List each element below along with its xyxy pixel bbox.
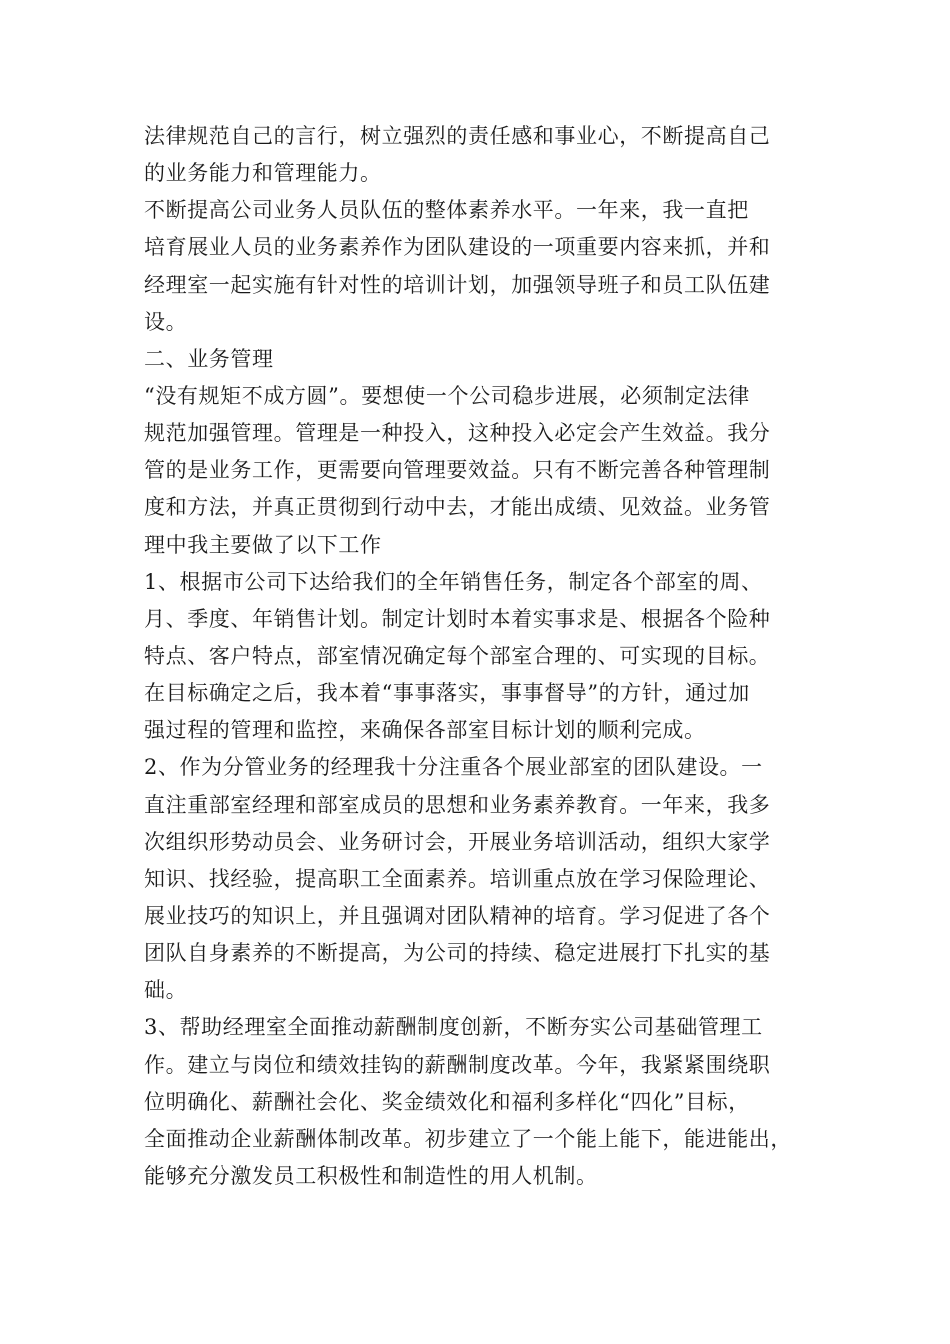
text-line: 法律规范自己的言行，树立强烈的责任感和事业心，不断提高自己 <box>144 124 771 148</box>
text-line: 全面推动企业薪酬体制改革。初步建立了一个能上能下，能进能出， <box>144 1126 792 1151</box>
text-line: 在目标确定之后，我本着“事事落实，事事督导”的方针，通过加 <box>144 681 750 706</box>
text-line: 规范加强管理。管理是一种投入，这种投入必定会产生效益。我分 <box>144 421 771 446</box>
text-line: 次组织形势动员会、业务研讨会，开展业务培训活动，组织大家学 <box>144 829 771 854</box>
text-line: 础。 <box>144 978 188 1003</box>
text-line: 月、季度、年销售计划。制定计划时本着实事求是、根据各个险种 <box>144 606 771 631</box>
text-line: 强过程的管理和监控，来确保各部室目标计划的顺利完成。 <box>144 718 706 743</box>
text-line: “没有规矩不成方圆”。要想使一个公司稳步进展，必须制定法律 <box>144 383 750 408</box>
text-line: 管的是业务工作，更需要向管理要效益。只有不断完善各种管理制 <box>144 458 771 483</box>
text-line: 不断提高公司业务人员队伍的整体素养水平。一年来，我一直把 <box>144 198 749 223</box>
text-line: 度和方法，并真正贯彻到行动中去，才能出成绩、见效益。业务管 <box>144 495 771 520</box>
text-line: 特点、客户特点，部室情况确定每个部室合理的、可实现的目标。 <box>144 643 771 668</box>
text-line: 经理室一起实施有针对性的培训计划，加强领导班子和员工队伍建 <box>144 272 771 297</box>
text-line: 团队自身素养的不断提高，为公司的持续、稳定进展打下扎实的基 <box>144 941 771 966</box>
text-line: 作。建立与岗位和绩效挂钩的薪酬制度改革。今年，我紧紧围绕职 <box>144 1052 771 1077</box>
text-line: 培育展业人员的业务素养作为团队建设的一项重要内容来抓，并和 <box>144 235 771 260</box>
text-line: 理中我主要做了以下工作 <box>144 532 382 557</box>
section-heading: 二、业务管理 <box>144 346 274 371</box>
text-line: 知识、找经验，提高职工全面素养。培训重点放在学习保险理论、 <box>144 866 771 891</box>
text-line: 展业技巧的知识上，并且强调对团队精神的培育。学习促进了各个 <box>144 903 771 928</box>
text-line: 的业务能力和管理能力。 <box>144 161 382 186</box>
text-line: 直注重部室经理和部室成员的思想和业务素养教育。一年来，我多 <box>144 792 771 817</box>
text-line: 能够充分激发员工积极性和制造性的用人机制。 <box>144 1163 598 1188</box>
document-body <box>144 118 816 1195</box>
text-line: 设。 <box>144 309 188 334</box>
text-line: 2、作为分管业务的经理我十分注重各个展业部室的团队建设。一 <box>144 755 763 780</box>
text-line: 1、根据市公司下达给我们的全年销售任务，制定各个部室的周、 <box>144 569 763 594</box>
text-line: 位明确化、薪酬社会化、奖金绩效化和福利多样化“四化”目标， <box>144 1089 750 1114</box>
text-line: 3、帮助经理室全面推动薪酬制度创新，不断夯实公司基础管理工 <box>144 1015 763 1040</box>
